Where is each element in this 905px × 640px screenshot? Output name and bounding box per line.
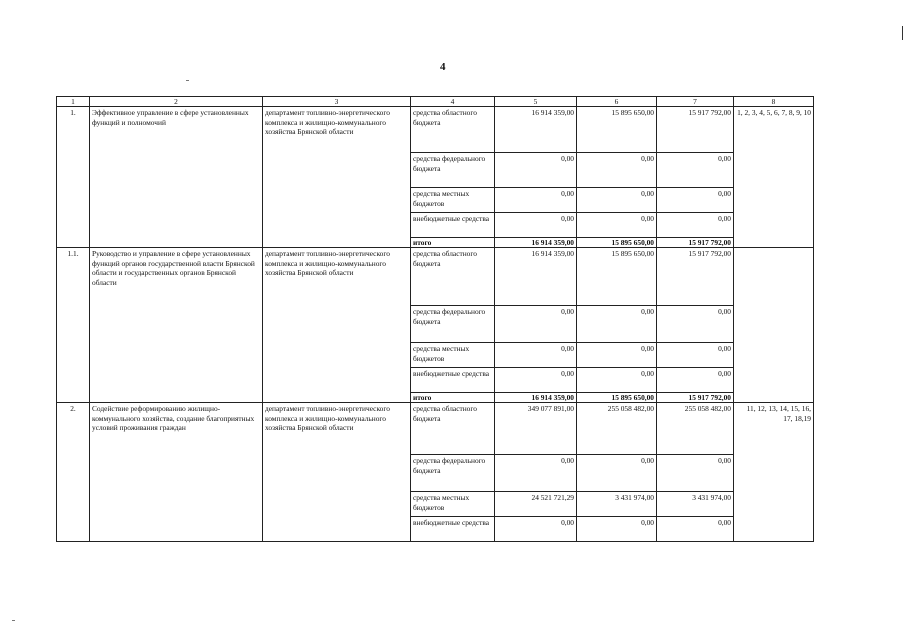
item-name: Содействие реформированию жилищно-коммунального хозяйства, создание благоприятных условий проживания граждан: [90, 403, 263, 542]
funding-source: средства местных бюджетов: [411, 188, 495, 213]
page-number: 4: [440, 61, 446, 73]
amount-v5: 24 521 721,29: [495, 492, 577, 517]
amount-v5: 0,00: [495, 306, 577, 343]
amount-v7: 0,00: [657, 343, 734, 368]
amount-v7: 0,00: [657, 306, 734, 343]
amount-v7: 0,00: [657, 455, 734, 492]
amount-v6: 0,00: [577, 213, 657, 238]
amount-v6: 0,00: [577, 188, 657, 213]
funding-source: средства областного бюджета: [411, 107, 495, 153]
funding-source: внебюджетные средства: [411, 517, 495, 542]
amount-v6: 15 895 650,00: [577, 107, 657, 153]
amount-v5: 349 077 891,00: [495, 403, 577, 455]
amount-v6: 0,00: [577, 517, 657, 542]
amount-v5: 0,00: [495, 188, 577, 213]
amount-v6: 0,00: [577, 306, 657, 343]
amount-v7: 15 917 792,00: [657, 238, 734, 248]
budget-table: [56, 96, 814, 542]
item-executor: департамент топливно-энергетического комплекса и жилищно-коммунального хозяйства Брянской области: [263, 107, 411, 248]
header-cell: 1: [57, 97, 90, 107]
funding-source: итого: [411, 238, 495, 248]
amount-v6: 255 058 482,00: [577, 403, 657, 455]
amount-v7: 0,00: [657, 213, 734, 238]
table-row: [57, 403, 814, 455]
table-row: [57, 107, 814, 153]
header-cell: 6: [577, 97, 657, 107]
target-indicators: 1, 2, 3, 4, 5, 6, 7, 8, 9, 10: [734, 107, 814, 248]
amount-v6: 0,00: [577, 455, 657, 492]
amount-v7: 255 058 482,00: [657, 403, 734, 455]
header-cell: 2: [90, 97, 263, 107]
amount-v5: 0,00: [495, 517, 577, 542]
table-row: [57, 248, 814, 306]
funding-source: средства областного бюджета: [411, 248, 495, 306]
scan-speck: [186, 80, 189, 81]
amount-v5: 16 914 359,00: [495, 393, 577, 403]
amount-v5: 16 914 359,00: [495, 248, 577, 306]
item-name: Руководство и управление в сфере установленных функций органов государственной власти Брянской области и государственных органов Брянской области: [90, 248, 263, 403]
amount-v5: 0,00: [495, 153, 577, 188]
amount-v7: 0,00: [657, 368, 734, 393]
scan-speck: [12, 620, 15, 621]
amount-v5: 0,00: [495, 343, 577, 368]
header-cell: 8: [734, 97, 814, 107]
item-executor: департамент топливно-энергетического комплекса и жилищно-коммунального хозяйства Брянской области: [263, 248, 411, 403]
header-row: [57, 97, 814, 107]
funding-source: итого: [411, 393, 495, 403]
amount-v5: 0,00: [495, 455, 577, 492]
amount-v6: 0,00: [577, 343, 657, 368]
funding-source: средства федерального бюджета: [411, 153, 495, 188]
item-number: 2.: [57, 403, 90, 542]
header-cell: 3: [263, 97, 411, 107]
amount-v6: 0,00: [577, 153, 657, 188]
amount-v6: 15 895 650,00: [577, 248, 657, 306]
amount-v5: 16 914 359,00: [495, 107, 577, 153]
amount-v7: 15 917 792,00: [657, 107, 734, 153]
amount-v7: 0,00: [657, 153, 734, 188]
amount-v6: 0,00: [577, 368, 657, 393]
funding-source: внебюджетные средства: [411, 213, 495, 238]
amount-v6: 15 895 650,00: [577, 238, 657, 248]
amount-v6: 3 431 974,00: [577, 492, 657, 517]
amount-v7: 15 917 792,00: [657, 393, 734, 403]
amount-v5: 0,00: [495, 368, 577, 393]
amount-v6: 15 895 650,00: [577, 393, 657, 403]
funding-source: средства областного бюджета: [411, 403, 495, 455]
target-indicators: [734, 248, 814, 403]
header-cell: 7: [657, 97, 734, 107]
header-cell: 5: [495, 97, 577, 107]
funding-source: средства местных бюджетов: [411, 492, 495, 517]
header-cell: 4: [411, 97, 495, 107]
funding-source: средства федерального бюджета: [411, 455, 495, 492]
funding-source: внебюджетные средства: [411, 368, 495, 393]
page-edge-mark: [902, 26, 903, 40]
item-number: 1.: [57, 107, 90, 248]
amount-v7: 15 917 792,00: [657, 248, 734, 306]
funding-source: средства федерального бюджета: [411, 306, 495, 343]
amount-v7: 0,00: [657, 517, 734, 542]
amount-v7: 0,00: [657, 188, 734, 213]
item-number: 1.1.: [57, 248, 90, 403]
item-name: Эффективное управление в сфере установленных функций и полномочий: [90, 107, 263, 248]
amount-v5: 16 914 359,00: [495, 238, 577, 248]
amount-v7: 3 431 974,00: [657, 492, 734, 517]
item-executor: департамент топливно-энергетического комплекса и жилищно-коммунального хозяйства Брянской области: [263, 403, 411, 542]
amount-v5: 0,00: [495, 213, 577, 238]
funding-source: средства местных бюджетов: [411, 343, 495, 368]
target-indicators: 11, 12, 13, 14, 15, 16, 17, 18,19: [734, 403, 814, 542]
